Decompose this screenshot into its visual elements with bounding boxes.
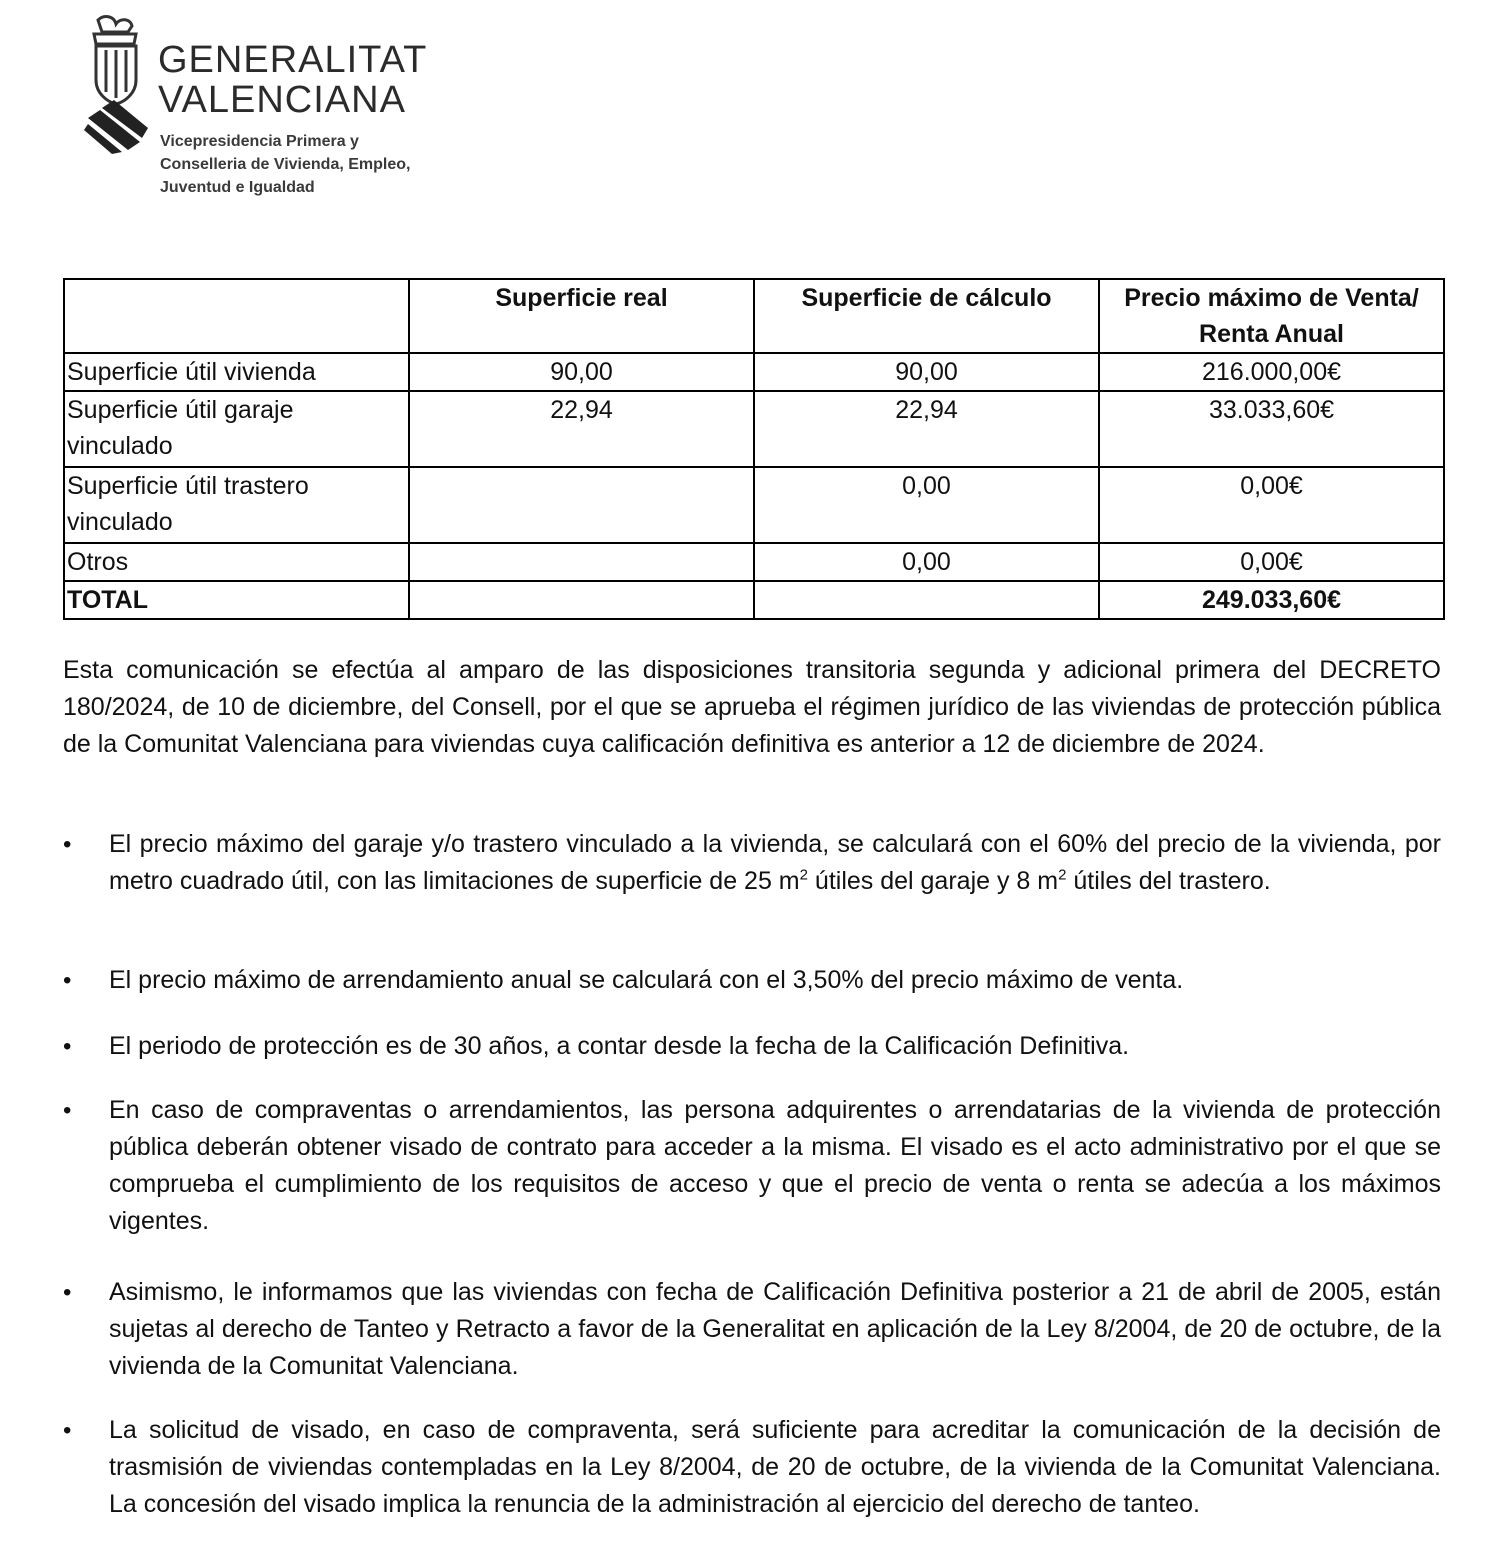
table-row	[64, 353, 1444, 391]
table-header-cell: Superficie real	[409, 279, 754, 353]
superficie-real-cell: 90,00	[409, 353, 754, 391]
table-header-cell: Superficie de cálculo	[754, 279, 1099, 353]
superficie-calculo-cell: 22,94	[754, 391, 1099, 467]
table-row	[64, 391, 1444, 467]
table-header-cell: Precio máximo de Venta/ Renta Anual	[1099, 279, 1444, 353]
table-row	[64, 543, 1444, 581]
row-label: Otros	[64, 543, 409, 581]
row-label: Superficie útil garaje vinculado	[64, 391, 409, 467]
generalitat-crest-icon	[84, 14, 154, 154]
superficie-real-cell: 22,94	[409, 391, 754, 467]
precio-cell: 0,00€	[1099, 467, 1444, 543]
list-item: • La solicitud de visado, en caso de compraventa, será suficiente para acreditar la comunicación de la decisión de trasmisión de viviendas contempladas en la Ley 8/2004, de 20 de octubre, de la vivienda de la Comunitat Valenciana. La concesión del visado implica la renuncia de la administración al ejercicio del derecho de tanteo.	[109, 1412, 1441, 1523]
row-label: Superficie útil trastero vinculado	[64, 467, 409, 543]
header-logo-block	[84, 14, 504, 204]
superficie-real-cell	[409, 467, 754, 543]
list-item: • El periodo de protección es de 30 años, a contar desde la fecha de la Calificación Definitiva.	[109, 1028, 1441, 1065]
table-header-cell	[64, 279, 409, 353]
intro-paragraph: Esta comunicación se efectúa al amparo de las disposiciones transitoria segunda y adicional primera del DECRETO 180/2024, de 10 de diciembre, del Consell, por el que se aprueba el régimen jurídico de las viviendas de protección pública de la Comunitat Valenciana para viviendas cuya calificación definitiva es anterior a 12 de diciembre de 2024.	[63, 656, 1441, 758]
total-label: TOTAL	[64, 581, 409, 619]
list-item: • En caso de compraventas o arrendamientos, las persona adquirentes o arrendatarias de la vivienda de protección pública deberán obtener visado de contrato para acceder a la misma. El visado es el acto administrativo por el que se comprueba el cumplimiento de los requisitos de acceso y que el precio de venta o renta se adecúa a los máximos vigentes.	[109, 1092, 1441, 1240]
precio-cell: 0,00€	[1099, 543, 1444, 581]
total-precio-cell: 249.033,60€	[1099, 581, 1444, 619]
superficie-real-cell	[409, 543, 754, 581]
table-total-row	[64, 581, 1444, 619]
superficie-calculo-cell: 0,00	[754, 467, 1099, 543]
list-item: • Asimismo, le informamos que las viviendas con fecha de Calificación Definitiva posterior a 21 de abril de 2005, están sujetas al derecho de Tanteo y Retracto a favor de la Generalitat en aplicación de la Ley 8/2004, de 20 de octubre, de la vivienda de la Comunitat Valenciana.	[109, 1274, 1441, 1385]
price-table	[63, 278, 1445, 620]
row-label: Superficie útil vivienda	[64, 353, 409, 391]
superficie-calculo-cell: 90,00	[754, 353, 1099, 391]
list-item: • El precio máximo del garaje y/o trastero vinculado a la vivienda, se calculará con el 60% del precio de la vivienda, por metro cuadrado útil, con las limitaciones de superficie de 25 $m^2$ útiles del garaje y 8 $m^2$ útiles del trastero.	[109, 826, 1441, 900]
superficie-calculo-cell: 0,00	[754, 543, 1099, 581]
table-row	[64, 467, 1444, 543]
organization-name: GENERALITAT VALENCIANA	[158, 39, 428, 121]
table-header-row	[64, 279, 1444, 353]
total-real-cell	[409, 581, 754, 619]
precio-cell: 216.000,00€	[1099, 353, 1444, 391]
department-name: Vicepresidencia Primera y Conselleria de Vivienda, Empleo, Juventud e Igualdad	[160, 133, 411, 196]
total-calculo-cell	[754, 581, 1099, 619]
precio-cell: 33.033,60€	[1099, 391, 1444, 467]
list-item: • El precio máximo de arrendamiento anual se calculará con el 3,50% del precio máximo de venta.	[109, 962, 1441, 999]
